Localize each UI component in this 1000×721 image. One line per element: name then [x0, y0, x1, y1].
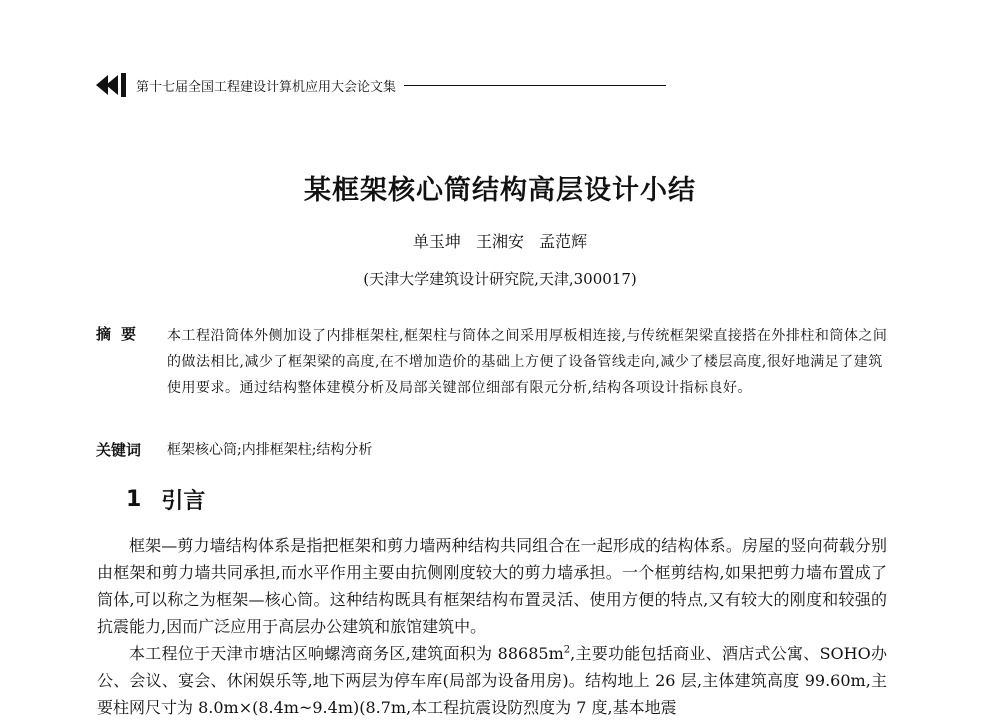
paper-affiliation: (天津大学建筑设计研究院,天津,300017)	[363, 270, 637, 288]
series-title: 第十七届全国工程建设计算机应用大会论文集	[136, 79, 397, 95]
keywords-label: 关键词	[96, 440, 142, 459]
superscript: 2	[563, 644, 571, 656]
running-header	[96, 70, 666, 100]
paragraph-1: 框架—剪力墙结构体系是指把框架和剪力墙两种结构共同组合在一起形成的结构体系。房屋的竖向荷载分别由框架和剪力墙共同承担,而水平作用主要由抗侧刚度较大的剪力墙承担。一个框剪结构,如果把剪力墙布置成了筒体,可以称之为框架—核心筒。这种结构既具有框架结构布置灵活、使用方便的特点,又有较大的刚度和较强的抗震能力,因而广泛应用于高层办公建筑和旅馆建筑中。	[97, 536, 887, 636]
abstract-label: 摘要	[96, 325, 147, 343]
paragraph-2-part-1: 本工程位于天津市塘沽区响螺湾商务区,建筑面积为 88685m	[129, 644, 564, 663]
paragraph-2	[97, 640, 887, 721]
abstract-block	[96, 323, 896, 401]
abstract-text: 本工程沿筒体外侧加设了内排框架柱,框架柱与筒体之间采用厚板相连接,与传统框架梁直接搭在外排柱和筒体之间的做法相比,减少了框架梁的高度,在不增加造价的基础上方便了设备管线走向,减少了楼层高度,很好地满足了建筑使用要求。通过结构整体建模分析及局部关键部位细部有限元分析,结构各项设计指标良好。	[167, 328, 888, 396]
paper-authors: 单玉坤 王湘安 孟范辉	[412, 232, 588, 251]
body-text	[97, 532, 887, 721]
double-left-arrow-bar-icon	[96, 73, 130, 97]
section-number: 1	[126, 487, 142, 512]
paper-title: 某框架核心筒结构高层设计小结	[304, 175, 696, 206]
section-title: 引言	[161, 489, 206, 514]
keywords-block	[96, 436, 372, 462]
keywords-text: 框架核心筒;内排框架柱;结构分析	[167, 442, 373, 458]
header-rule	[404, 85, 666, 86]
section-heading	[126, 484, 205, 515]
paragraph-2-part-2: ,主要功能包括商业、酒店式公寓、SOHO办公、会议、宴会、休闲娱乐等,地下两层为停车库(局部为设备用房)。结构地上 26 层,主体建筑高度 99.60m,主要柱网尺寸为 8.0m×(8.4m~9.4m)(8.7m,本工程抗震设防烈度为 7 度,基本地震	[97, 644, 887, 717]
